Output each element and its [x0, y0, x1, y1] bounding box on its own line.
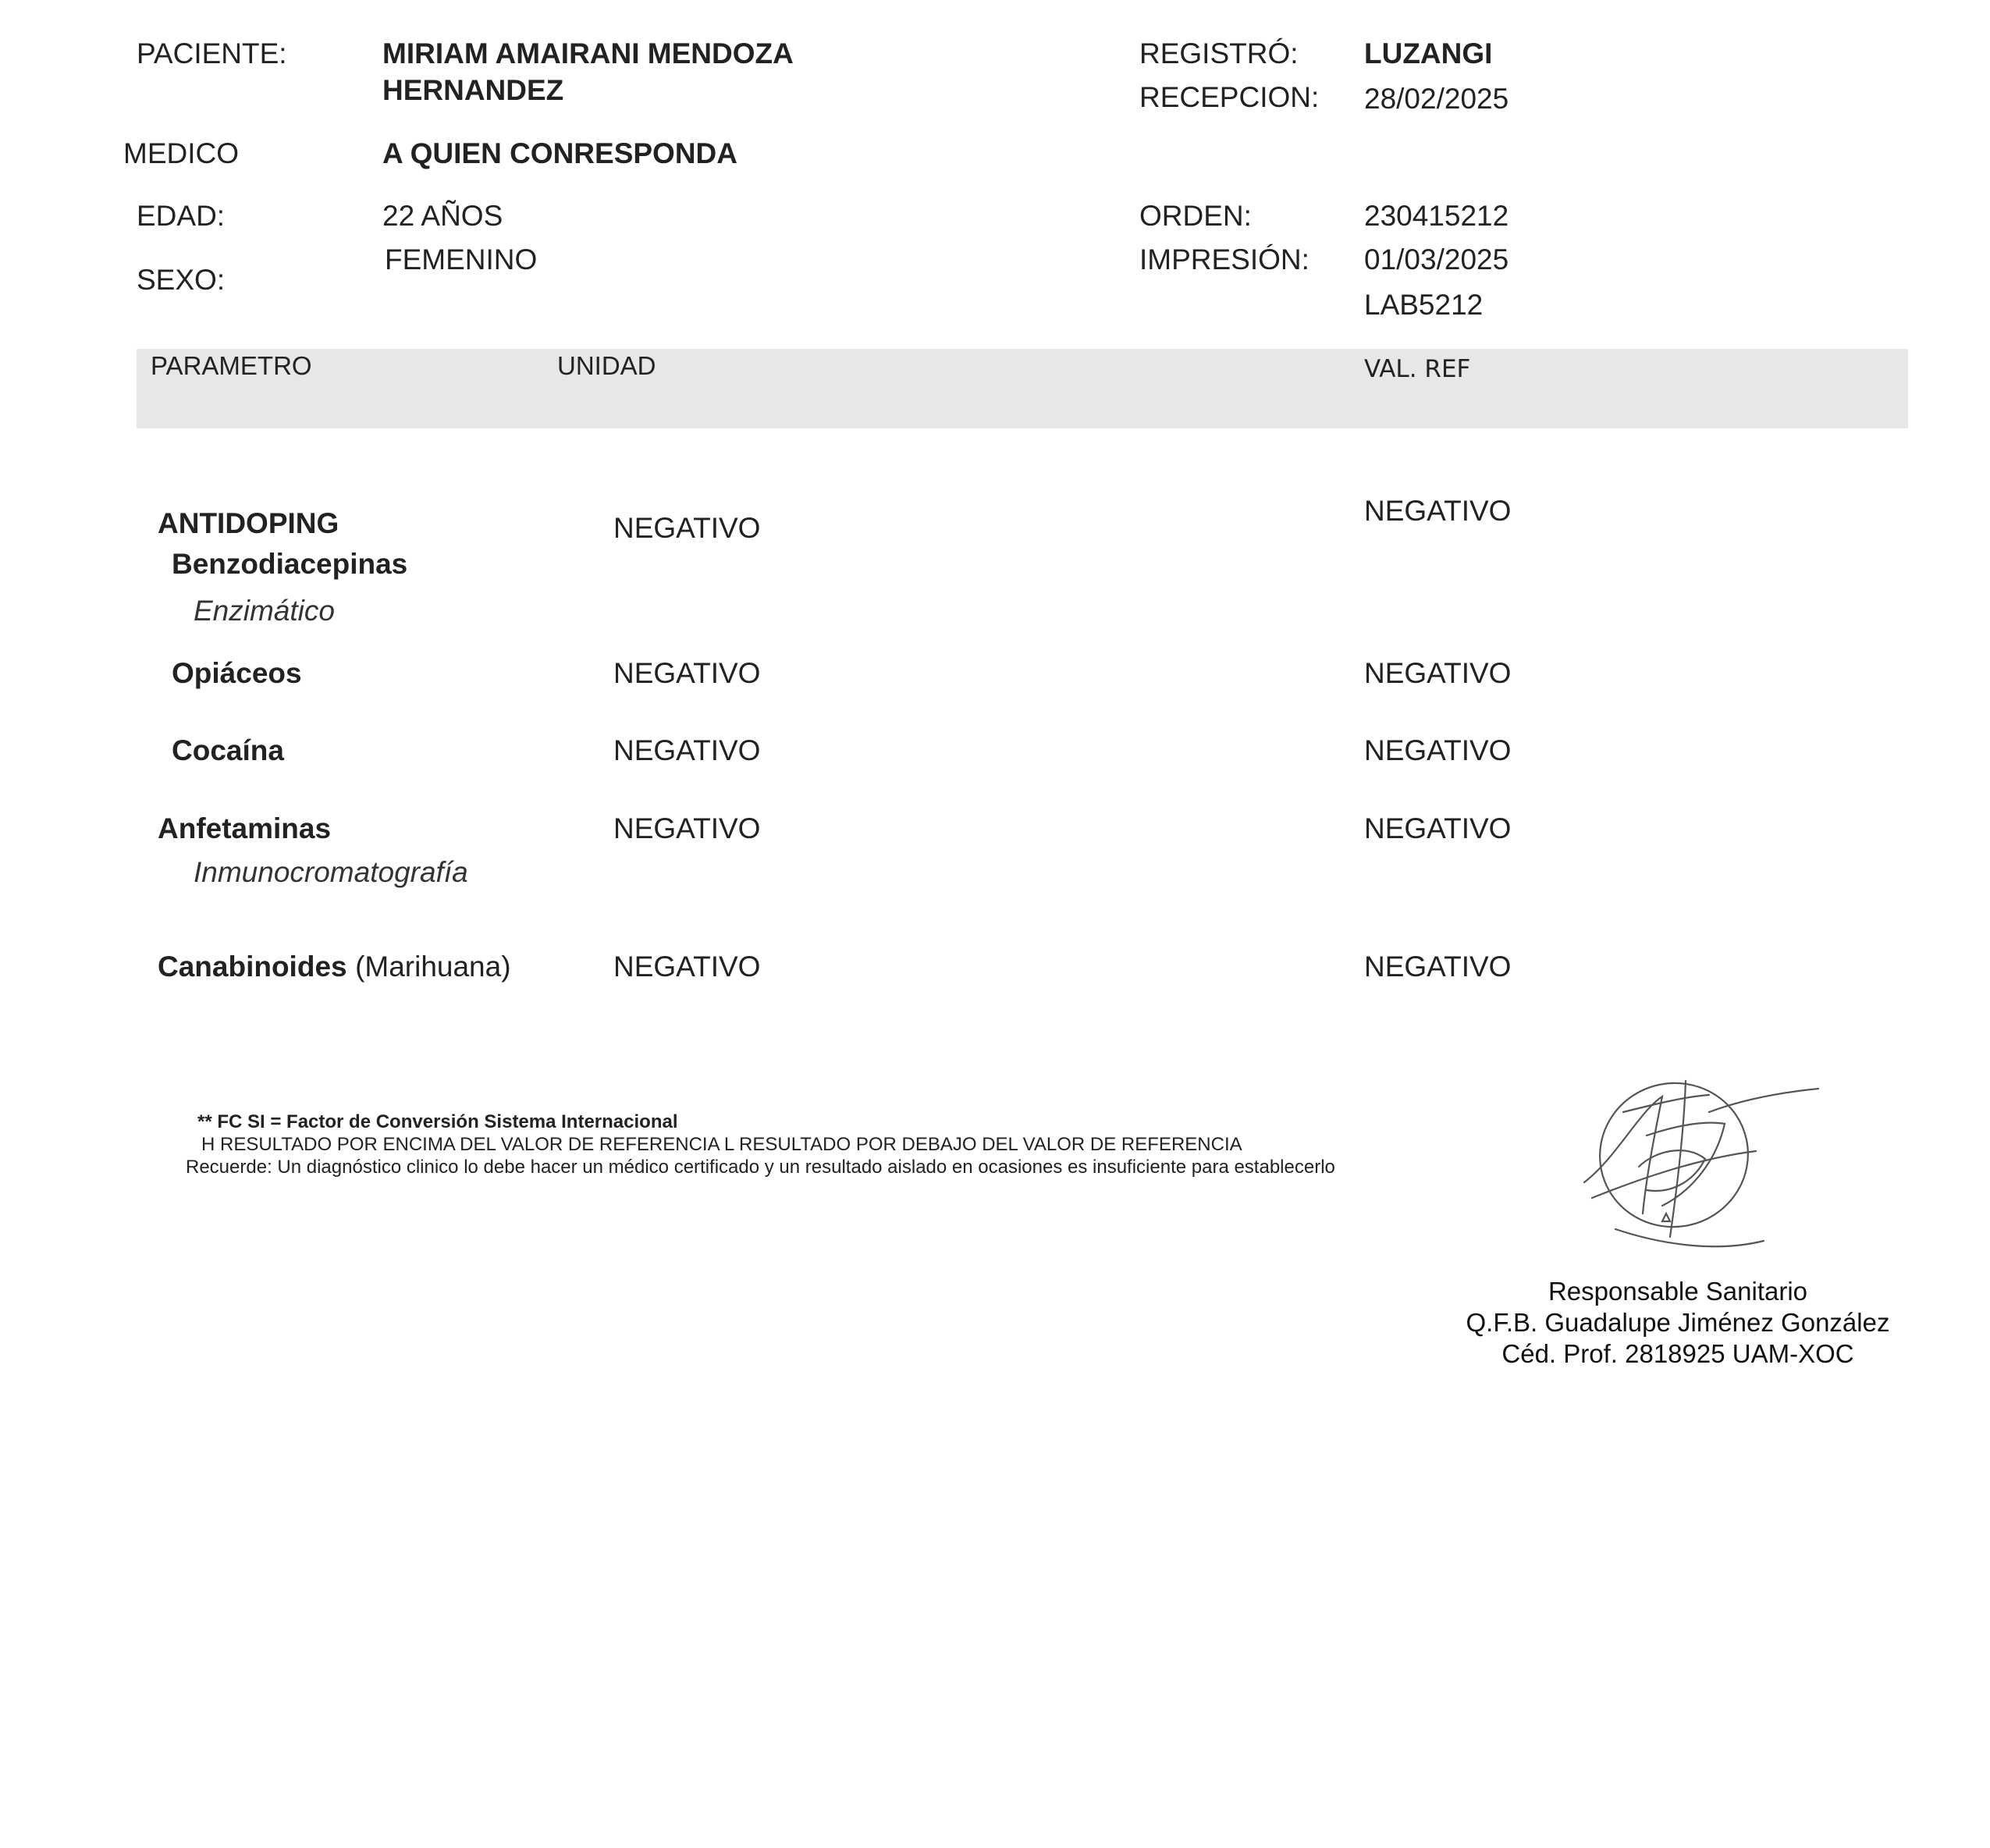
order-number: 230415212 [1364, 200, 1509, 232]
footnote-disclaimer: Recuerde: Un diagnóstico clinico lo debe hacer un médico certificado y un resultado aislado en ocasiones es insuficiente para establecerlo [186, 1157, 1335, 1178]
doctor-value: A QUIEN CONRESPONDA [382, 137, 738, 169]
ref-anfetaminas: NEGATIVO [1364, 812, 1512, 844]
patient-name-line1: MIRIAM AMAIRANI MENDOZA [382, 37, 794, 69]
param-canabinoides-note: (Marihuana) [355, 951, 511, 983]
param-opiaceos: Opiáceos [172, 657, 302, 689]
registered-value: LUZANGI [1364, 37, 1493, 69]
signature-name: Q.F.B. Guadalupe Jiménez González [1466, 1308, 1890, 1337]
registered-label: REGISTRÓ: [1139, 37, 1299, 69]
print-date: 01/03/2025 [1364, 243, 1509, 275]
age-label: EDAD: [137, 200, 226, 232]
reception-label: RECEPCION: [1139, 81, 1320, 113]
param-canabinoides: Canabinoides [158, 951, 347, 983]
patient-name-line2: HERNANDEZ [382, 74, 564, 106]
result-benzodiacepinas: NEGATIVO [613, 512, 761, 544]
sex-label: SEXO: [137, 264, 226, 296]
column-header-parameter: PARAMETRO [151, 351, 312, 380]
footnote-fc-si: ** FC SI = Factor de Conversión Sistema Internacional [197, 1111, 678, 1132]
param-cocaina: Cocaína [172, 734, 284, 766]
ref-canabinoides: NEGATIVO [1364, 951, 1512, 983]
method-enzimatico: Enzimático [194, 595, 335, 627]
footnote-h-l-legend: H RESULTADO POR ENCIMA DEL VALOR DE REFERENCIA L RESULTADO POR DEBAJO DEL VALOR DE REFERENCIA [201, 1134, 1242, 1155]
ref-cocaina: NEGATIVO [1364, 734, 1512, 766]
patient-label: PACIENTE: [137, 37, 287, 69]
reception-date: 28/02/2025 [1364, 83, 1509, 115]
doctor-label: MEDICO [123, 137, 239, 169]
lab-code: LAB5212 [1364, 289, 1484, 321]
method-inmunocromatografia: Inmunocromatografía [194, 856, 468, 888]
table-header [137, 349, 1908, 428]
param-anfetaminas: Anfetaminas [158, 812, 332, 844]
sex-value: FEMENINO [385, 243, 538, 275]
column-header-reference: VAL. REF [1364, 355, 1471, 383]
result-anfetaminas: NEGATIVO [613, 812, 761, 844]
order-label: ORDEN: [1139, 200, 1252, 232]
ref-opiaceos: NEGATIVO [1364, 657, 1512, 689]
section-title-antidoping: ANTIDOPING [158, 507, 339, 539]
signature-license: Céd. Prof. 2818925 UAM-XOC [1501, 1339, 1854, 1368]
ref-benzodiacepinas: NEGATIVO [1364, 495, 1512, 527]
age-value: 22 AÑOS [382, 200, 503, 232]
signature-role: Responsable Sanitario [1548, 1277, 1808, 1306]
print-label: IMPRESIÓN: [1139, 243, 1309, 275]
param-benzodiacepinas: Benzodiacepinas [172, 548, 408, 580]
result-cocaina: NEGATIVO [613, 734, 761, 766]
result-canabinoides: NEGATIVO [613, 951, 761, 983]
column-header-unit: UNIDAD [557, 351, 656, 380]
param-canabinoides-row [158, 951, 511, 983]
result-opiaceos: NEGATIVO [613, 657, 761, 689]
handwritten-signature [1569, 1065, 1826, 1260]
